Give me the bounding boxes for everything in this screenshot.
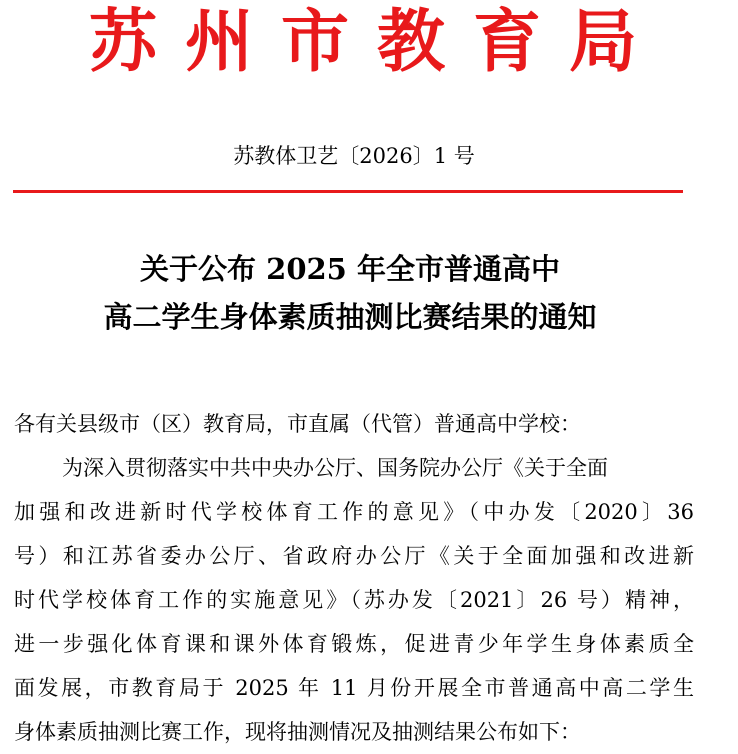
body-line: 加强和改进新时代学校体育工作的意见》（中办发〔2020〕36 [14,500,694,524]
red-divider-line [13,190,683,193]
body-line: 面发展，市教育局于 2025 年 11 月份开展全市普通高中高二学生 [14,676,694,700]
body-line: 进一步强化体育课和课外体育锻炼，促进青少年学生身体素质全 [14,632,694,656]
document-title-line-1: 关于公布 2025 年全市普通高中 [140,252,560,286]
body-line: 为深入贯彻落实中共中央办公厅、国务院办公厅《关于全面 [62,456,608,480]
document-title-line-2: 高二学生身体素质抽测比赛结果的通知 [103,300,597,334]
salutation: 各有关县级市（区）教育局，市直属（代管）普通高中学校： [14,412,581,436]
document-number: 苏教体卫艺〔2026〕1 号 [233,144,475,168]
issuer-masthead: 苏州市教育局 [88,2,665,82]
body-line: 身体素质抽测比赛工作，现将抽测情况及抽测结果公布如下： [14,720,581,744]
body-line: 时代学校体育工作的实施意见》（苏办发〔2021〕26 号）精神， [14,588,694,612]
document-body [14,402,694,754]
body-line: 号）和江苏省委办公厅、省政府办公厅《关于全面加强和改进新 [14,544,694,568]
